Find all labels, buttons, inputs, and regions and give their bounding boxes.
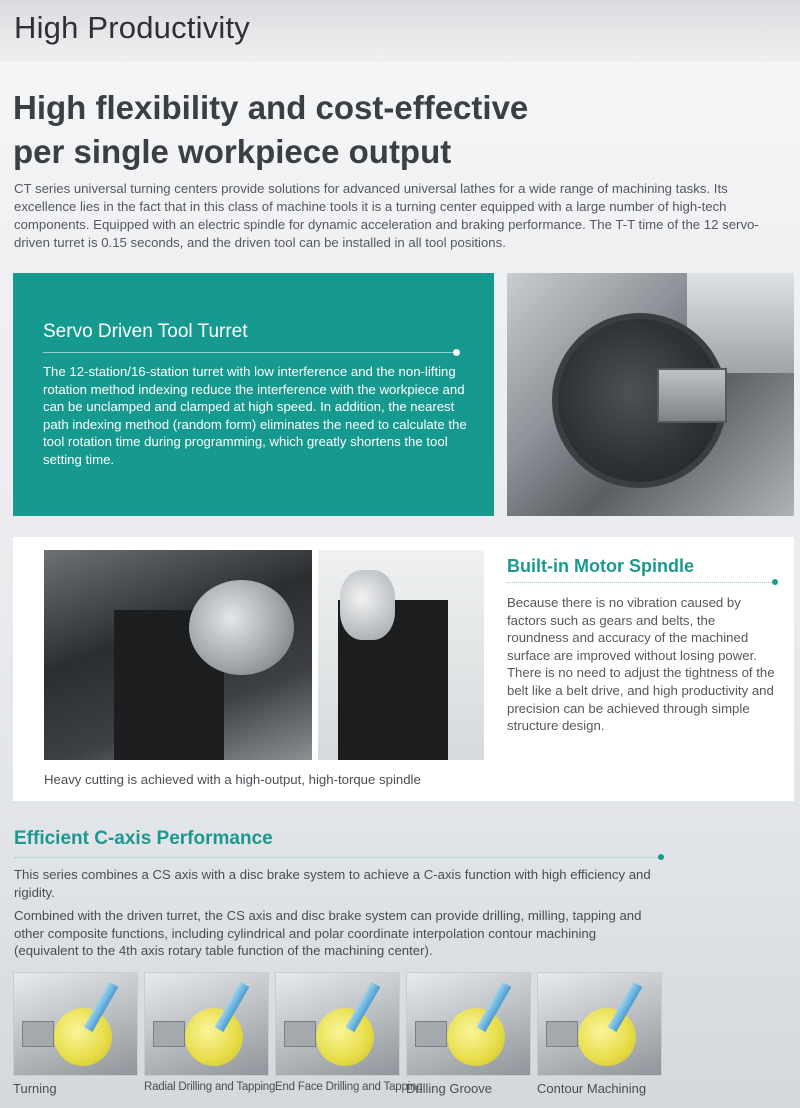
- section-title: High Productivity: [14, 10, 250, 45]
- turret-title: Servo Driven Tool Turret: [43, 321, 248, 342]
- thumbnail-label: Radial Drilling and Tapping: [144, 1081, 276, 1093]
- headline-line-1: High flexibility and cost-effective: [13, 89, 529, 126]
- workpiece: [185, 1008, 243, 1066]
- chuck-jaw: [22, 1021, 54, 1047]
- machining-thumbnails: [13, 972, 663, 1100]
- turret-divider-dot: [453, 349, 460, 356]
- spindle-divider-dot: [772, 579, 778, 585]
- caxis-title: Efficient C-axis Performance: [14, 828, 273, 849]
- workpiece: [54, 1008, 112, 1066]
- spindle-divider: [507, 582, 775, 583]
- spindle-title: Built-in Motor Spindle: [507, 556, 694, 576]
- chuck-jaw: [415, 1021, 447, 1047]
- spindle-photo-left-motor: [189, 580, 294, 675]
- thumbnail-contour-machining: [537, 972, 662, 1076]
- workpiece: [447, 1008, 505, 1066]
- intro-paragraph: CT series universal turning centers provide solutions for advanced universal lathes for a wide range of machining tasks. Its excellence lies in the fact that in this class of machine tools it is a turning center equipped with a large number of high-tech components. Equipped with an electric spindle for dynamic acceleration and braking performance. The T-T time of the 12 servo-driven turret is 0.15 seconds, and the driven tool can be installed in all tool positions.: [14, 181, 759, 250]
- caxis-paragraph-2: Combined with the driven turret, the CS axis and disc brake system can provide drilling, milling, tapping and other composite functions, including cylindrical and polar coordinate interpolation contour machining (equivalent to the 4th axis rotary table function of the machining center).: [14, 908, 642, 959]
- chuck-jaw: [153, 1021, 185, 1047]
- chuck-jaw: [284, 1021, 316, 1047]
- page-headline: [13, 86, 713, 174]
- chuck-jaw: [546, 1021, 578, 1047]
- caxis-divider: [14, 857, 660, 858]
- turret-feature-card: [13, 273, 494, 516]
- turret-description: The 12-station/16-station turret with low interference and the non-lifting rotation method indexing reduce the interference with the workpiece and can be unclamped and clamped at high speed. In addition, the nearest path indexing method (random form) eliminates the need to calculate the tool rotation time during programming, which greatly shortens the tool setting time.: [43, 364, 467, 467]
- workpiece: [316, 1008, 374, 1066]
- turret-photo-tool-block: [657, 368, 727, 423]
- thumbnail-radial-drilling: [144, 972, 269, 1076]
- spindle-photo-right-motor: [340, 570, 395, 640]
- thumbnail-label: Drilling Groove: [406, 1081, 492, 1096]
- thumbnail-label: Turning: [13, 1081, 57, 1096]
- turret-photo: [507, 273, 794, 516]
- spindle-photo-caption: Heavy cutting is achieved with a high-output, high-torque spindle: [44, 772, 421, 787]
- thumbnail-turning: [13, 972, 138, 1076]
- thumbnail-label: End Face Drilling and Tapping: [275, 1081, 423, 1093]
- spindle-photo-left: [44, 550, 312, 760]
- turret-divider: [43, 352, 457, 353]
- headline-line-2: per single workpiece output: [13, 133, 452, 170]
- thumbnail-drilling-groove: [406, 972, 531, 1076]
- workpiece: [578, 1008, 636, 1066]
- thumbnail-label: Contour Machining: [537, 1081, 647, 1096]
- caxis-divider-dot: [658, 854, 664, 860]
- spindle-photo-right: [318, 550, 484, 760]
- thumbnail-end-face-drilling: [275, 972, 400, 1076]
- spindle-description: Because there is no vibration caused by factors such as gears and belts, the roundness and accuracy of the machined surface are improved without losing power. There is no need to adjust the tightness of the belt like a belt drive, and high productivity and precision can be achieved through simple structure design.: [507, 595, 775, 734]
- caxis-paragraph-1: This series combines a CS axis with a disc brake system to achieve a C-axis function with high efficiency and rigidity.: [14, 867, 651, 900]
